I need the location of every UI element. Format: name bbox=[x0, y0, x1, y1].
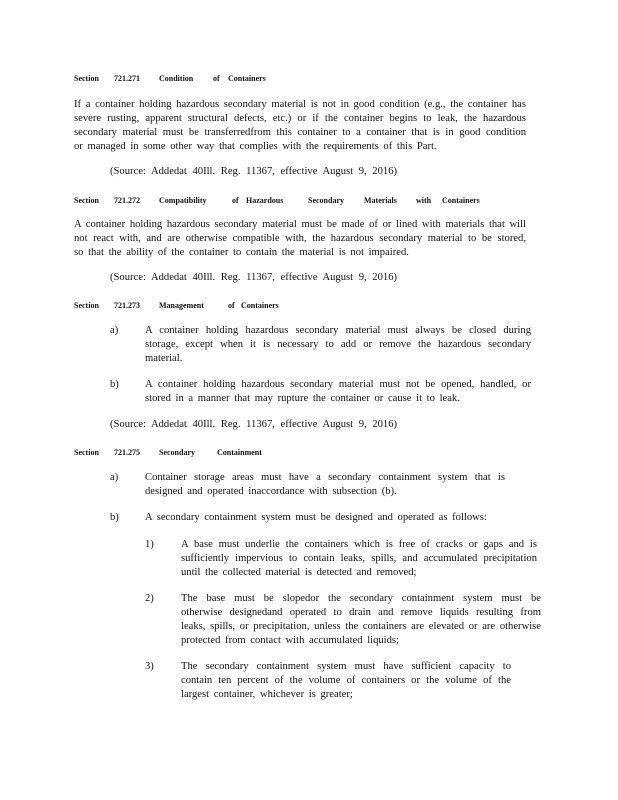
section-paragraph: A container holding hazardous secondary material must be made of or lined with materials that will not react with, and are otherwise compatible with, the hazardous secondary material to be stored, so that the ability of the container to contain the material is not impaired. bbox=[74, 219, 526, 258]
list-item-text: A secondary containment system must be designed and operated as follows: bbox=[145, 512, 487, 523]
section-number: 721.275 bbox=[114, 448, 140, 457]
list-item-text: Container storage areas must have a secondary containment system that is designed and operated inaccordance with subsection (b). bbox=[145, 472, 505, 497]
section-label: Section bbox=[74, 301, 99, 310]
section-title-word: Containers bbox=[442, 196, 480, 205]
section-number: 721.272 bbox=[114, 196, 140, 205]
list-item-text: A container holding hazardous secondary material must not be opened, handled, or stored in a manner that may rupture the container or cause it to leak. bbox=[145, 379, 531, 404]
section-title-word: Condition bbox=[159, 74, 194, 83]
sublist-marker: 1) bbox=[145, 539, 154, 550]
section-title-word: Materials bbox=[364, 196, 397, 205]
section-label: Section bbox=[74, 448, 99, 457]
source-note: (Source: Addedat 40Ill. Reg. 11367, effective August 9, 2016) bbox=[110, 166, 398, 177]
section-title-word: Hazardous bbox=[246, 196, 284, 205]
sublist-item-text: The secondary containment system must have sufficient capacity to contain ten percent of the volume of containers or the volume of the largest container, whichever is greater; bbox=[181, 661, 511, 700]
section-title-word: with bbox=[416, 196, 432, 205]
list-marker: a) bbox=[110, 325, 119, 336]
sublist-marker: 2) bbox=[145, 593, 154, 604]
section-label: Section bbox=[74, 196, 99, 205]
list-marker: b) bbox=[110, 512, 119, 523]
section-paragraph: If a container holding hazardous secondary material is not in good condition (e.g., the container has severe rusting, apparent structural defects, etc.) or if the container begins to leak, the hazardous secondary material must be transferredfrom this container to a container that is in good condition or managed in some other way that complies with the requirements of this Part. bbox=[74, 99, 526, 152]
section-title-word: of bbox=[213, 74, 220, 83]
sublist-item-text: The base must be slopedor the secondary containment system must be otherwise designedand operated to drain and remove liquids resulting from leaks, spills, or precipitation, unless the containers are elevated or are otherwise protected from contact with accumulated liquids; bbox=[181, 593, 541, 646]
section-label: Section bbox=[74, 74, 99, 83]
section-title-word: Containers bbox=[228, 74, 266, 83]
list-item-text: A container holding hazardous secondary material must always be closed during storage, except when it is necessary to add or remove the hazardous secondary material. bbox=[145, 325, 531, 364]
sublist-item-text: A base must underlie the containers which is free of cracks or gaps and is sufficiently impervious to contain leaks, spills, and accumulated precipitation until the collected material is detected and removed; bbox=[181, 539, 537, 578]
list-marker: a) bbox=[110, 472, 119, 483]
section-title-word: Management bbox=[159, 301, 204, 310]
list-marker: b) bbox=[110, 379, 119, 390]
section-number: 721.271 bbox=[114, 74, 140, 83]
sublist-marker: 3) bbox=[145, 661, 154, 672]
section-number: 721.273 bbox=[114, 301, 140, 310]
section-title-word: of bbox=[232, 196, 239, 205]
section-title-word: Secondary bbox=[308, 196, 344, 205]
section-title-word: Containers bbox=[241, 301, 279, 310]
section-title-word: Secondary bbox=[159, 448, 195, 457]
section-title-word: Compatibility bbox=[159, 196, 207, 205]
source-note: (Source: Addedat 40Ill. Reg. 11367, effective August 9, 2016) bbox=[110, 272, 398, 283]
section-title-word: of bbox=[228, 301, 235, 310]
source-note: (Source: Addedat 40Ill. Reg. 11367, effective August 9, 2016) bbox=[110, 419, 398, 430]
section-title-word: Containment bbox=[217, 448, 262, 457]
